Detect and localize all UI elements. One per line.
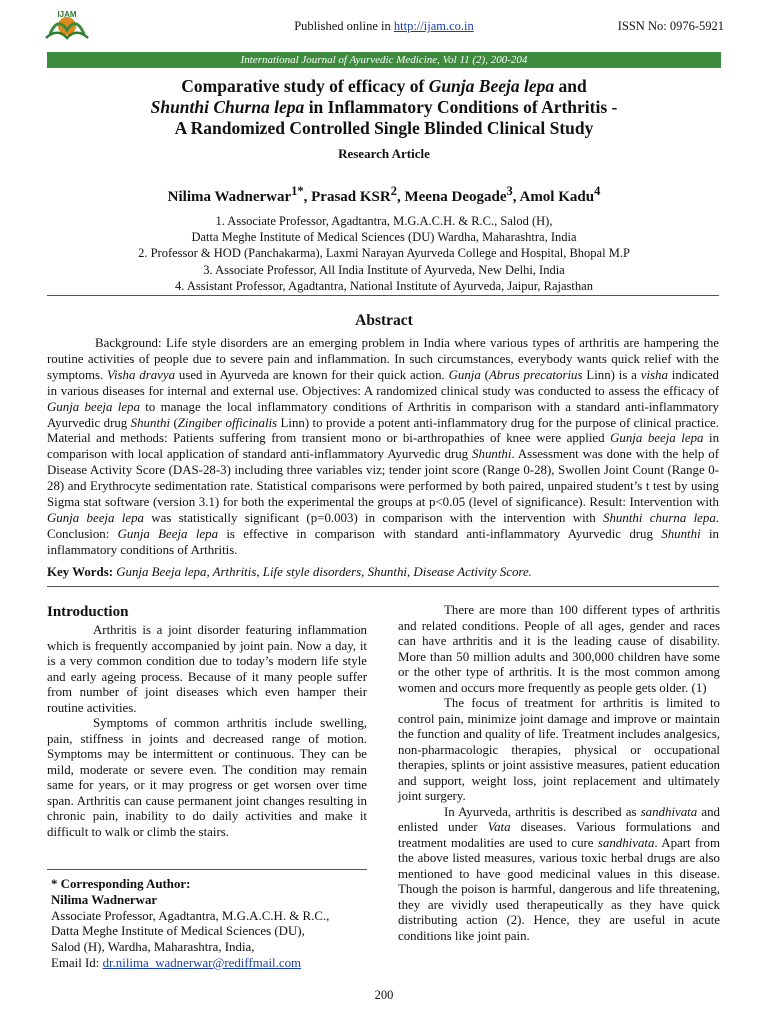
- keywords-text: Gunja Beeja lepa, Arthritis, Life style disorders, Shunthi, Disease Activity Score.: [116, 565, 532, 579]
- abstract-body: Background: Life style disorders are an emerging problem in India where various types of arthritis are hampering the routine activities of people due to severe pain and inflammation. In such circumstances, everybody wants quick relief with the symptoms. Visha dravya used in Ayurveda are known for their quick action. Gunja (Abrus precatorius Linn) is a visha indicated in various diseases for internal and external use. Objectives: A randomized clinical study was conducted to assess the efficacy of Gunja beeja lepa to manage the local inflammatory conditions of Arthritis in comparison with a standard anti-inflammatory Ayurvedic drug Shunthi (Zingiber officinalis Linn) to provide a potent anti-inflammatory drug for the purpose of clinical practice. Material and methods: Patients suffering from transient mono or bi-arthropathies of knee were applied Gunja beeja lepa in comparison with local application of standard anti-inflammatory Ayurvedic drug Shunthi. Assessment was done with the help of Disease Activity Score (DAS-28-3) including three variables viz; tender joint score (Range 0-28), Swollen Joint Count (Range 0-28) and Erythrocyte sedimentation rate. Statistical comparisons were performed by both paired, unpaired student’s t test by using Sigma stat software (version 3.1) for both the experimental the groups at p<0.05 (level of significance). Result: Intervention with Gunja beeja lepa was statistically significant (p=0.003) in comparison with the intervention with Shunthi churna lepa. Conclusion: Gunja Beeja lepa is effective in comparison with standard anti-inflammatory Ayurvedic drug Shunthi in inflammatory conditions of Arthritis.: [47, 336, 720, 557]
- paragraph: There are more than 100 different types of arthritis and related conditions. People of all ages, gender and races can have arthritis and it is the leading cause of disability. More than 50 million adults and 300,000 children have some or the other type of arthritis. It is the most common among women and occurs more frequently as people gets older. (1): [398, 603, 720, 695]
- corresponding-heading: * Corresponding Author:: [51, 877, 191, 891]
- right-column: [398, 603, 720, 944]
- keywords-label: Key Words:: [47, 565, 117, 579]
- title-line-1: Comparative study of efficacy of Gunja Beeja lepa and: [181, 76, 587, 96]
- left-column: [47, 603, 367, 840]
- email-link[interactable]: dr.nilima_wadnerwar@rediffmail.com: [102, 955, 302, 970]
- author-list: Nilima Wadnerwar$^{1*}$, Prasad KSR$^2$, Meena Deogade$^3$, Amol Kadu$^4$: [167, 184, 601, 205]
- title-line-3: A Randomized Controlled Single Blinded Clinical Study: [174, 118, 594, 138]
- article-title: [0, 76, 768, 139]
- paragraph: In Ayurveda, arthritis is described as sandhivata and enlisted under Vata diseases. Various formulations and treatment modalities are used to cure sandhivata. Apart from the above listed measures, various toxic herbal drugs are also mentioned to have good medicinal values in this disease. Though the poison is harmful, dangerous and life threatening, they are vividly used therapeutically as they have quick distributing action (2). Hence, they are useful in acute conditions like joint pain.: [398, 804, 720, 943]
- paragraph: Arthritis is a joint disorder featuring inflammation which is frequently accompanied by joint pain. Now a day, it is a very common condition due to today’s modern life style and early ageing process. Because of it many people suffer from number of joint diseases which even hamper their routine activities.: [47, 623, 367, 715]
- corresponding-line: Salod (H), Wardha, Maharashtra, India,: [51, 940, 255, 955]
- corresponding-line: Associate Professor, Agadtantra, M.G.A.C.H. & R.C.,: [51, 908, 330, 923]
- journal-citation-band: International Journal of Ayurvedic Medicine, Vol 11 (2), 200-204: [47, 52, 721, 68]
- published-label: Published online in: [294, 19, 394, 33]
- corresponding-name: Nilima Wadnerwar: [51, 892, 158, 907]
- divider: [47, 295, 719, 296]
- corresponding-author: [51, 877, 367, 972]
- svg-text:IJAM: IJAM: [57, 10, 77, 19]
- corresponding-email: Email Id: dr.nilima_wadnerwar@rediffmail.com: [51, 955, 302, 970]
- corresponding-line: Datta Meghe Institute of Medical Sciences (DU),: [51, 924, 305, 939]
- divider: [47, 586, 719, 587]
- affiliation-line: 2. Professor & HOD (Panchakarma), Laxmi Narayan Ayurveda College and Hospital, Bhopal M.P: [138, 246, 630, 261]
- paragraph: The focus of treatment for arthritis is limited to control pain, minimize joint damage and improve or maintain the function and quality of life. Treatment includes analgesics, non-pharmacologic therapies, physical or occupational therapies, splints or joint assistive measures, patient education and support, weight loss, joint replacement and ultimately joint surgery.: [398, 696, 720, 803]
- keywords: [47, 565, 719, 580]
- article-type: Research Article: [338, 146, 430, 161]
- issn-number: ISSN No: 0976-5921: [617, 19, 724, 33]
- affiliation-line: 1. Associate Professor, Agadtantra, M.G.A.C.H. & R.C., Salod (H),: [215, 214, 553, 228]
- paragraph: Symptoms of common arthritis include swelling, pain, stiffness in joints and decreased range of motion. Symptoms may be intermittent or continuous. They can be mild, moderate or severe even. The condition may remain same for years, or it may progress or get worsen over time span. Arthritis can cause permanent joint changes resulting in chronic pain, inability to do daily activities and make it difficult to walk or climb the stairs.: [47, 716, 367, 839]
- title-line-2: Shunthi Churna lepa in Inflammatory Conditions of Arthritis -: [150, 97, 618, 117]
- affiliations: [0, 213, 768, 294]
- introduction-heading: Introduction: [47, 604, 129, 620]
- divider: [47, 869, 367, 870]
- abstract-heading: Abstract: [355, 312, 413, 329]
- affiliation-line: 4. Assistant Professor, Agadtantra, National Institute of Ayurveda, Jaipur, Rajasthan: [175, 278, 593, 293]
- journal-url-link[interactable]: http://ijam.co.in: [393, 19, 474, 33]
- page-number: 200: [374, 988, 394, 1002]
- affiliation-line: Datta Meghe Institute of Medical Sciences (DU) Wardha, Maharashtra, India: [191, 230, 577, 245]
- affiliation-line: 3. Associate Professor, All India Institute of Ayurveda, New Delhi, India: [203, 262, 565, 277]
